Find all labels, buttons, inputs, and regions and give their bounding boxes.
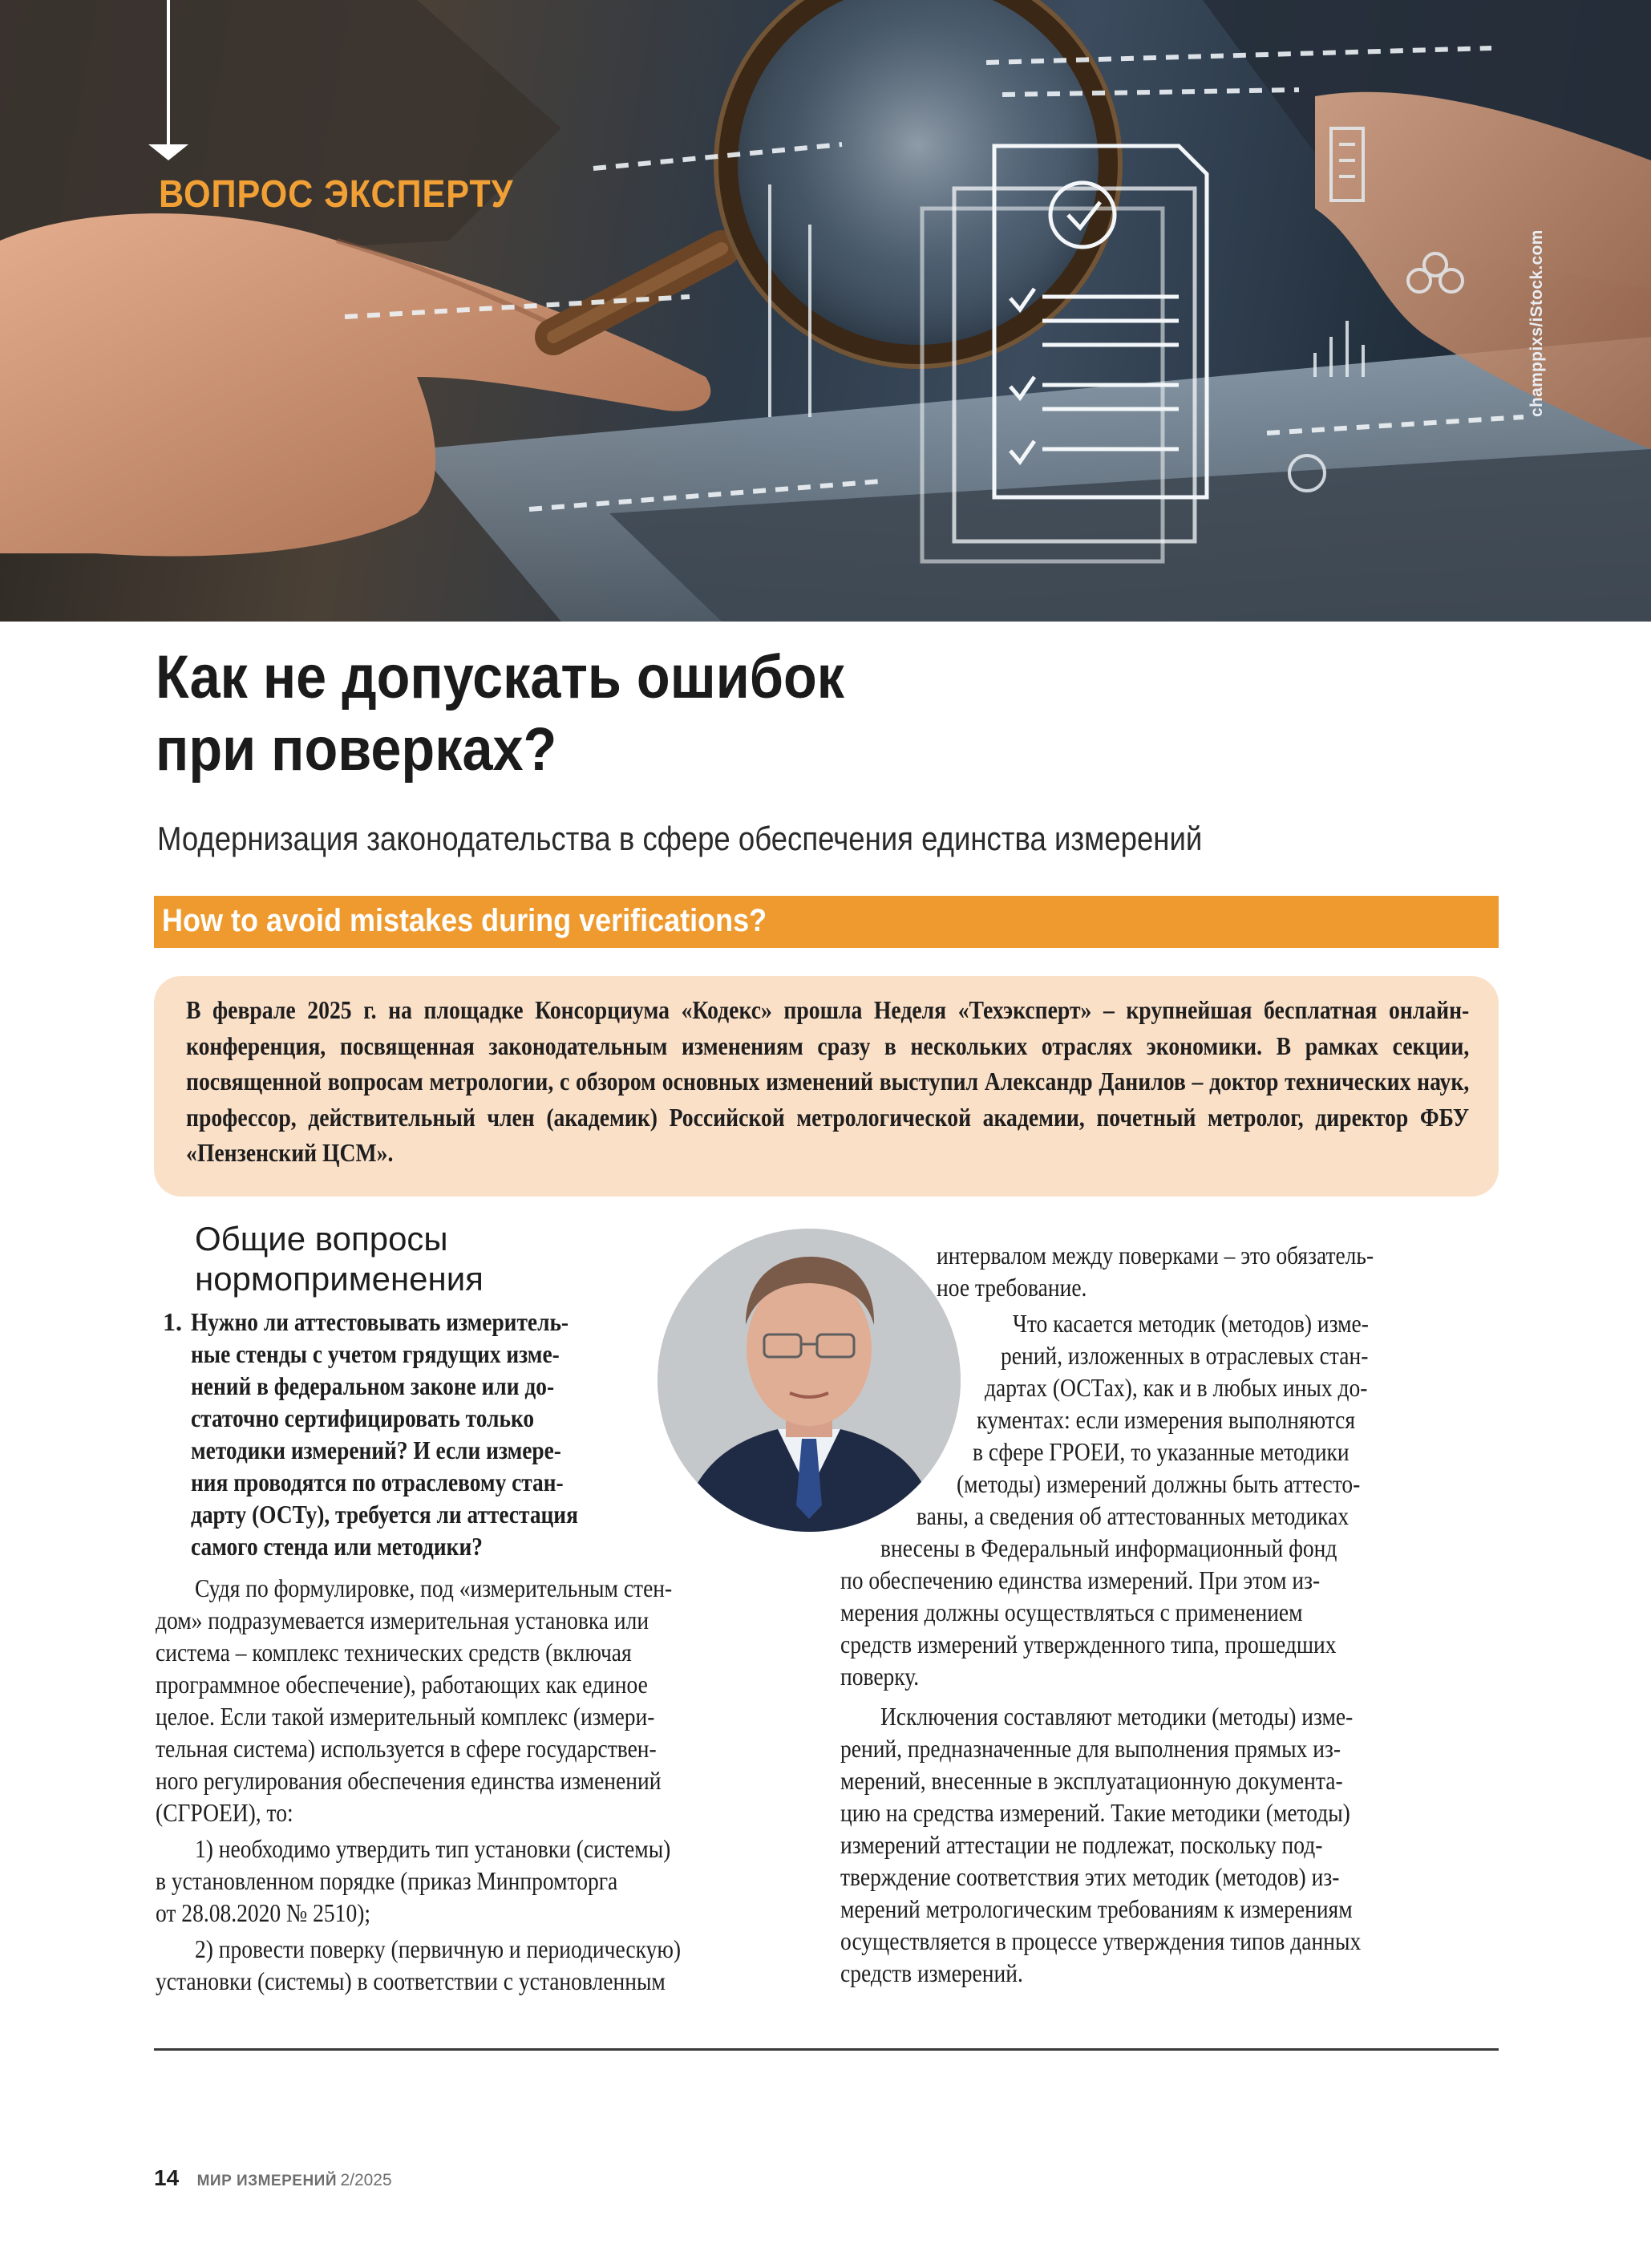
body-line: 1) необходимо утвердить тип установки (системы) (195, 1834, 671, 1863)
lead-text: В феврале 2025 г. на площадке Консорциума «Кодекс» прошла Неделя «Техэксперт» – крупнейшая бесплатная онлайн-конференция, посвященная законодательным изменениям сразу в нескольких отраслях экономики. В рамках секции, посвященной вопросам метрологии, с обзором основных изменений выступил Александр Данилов – доктор технических наук, профессор, действительный член (академик) Российской метрологической академии, почетный метролог, директор ФБУ «Пензенский ЦСМ». (186, 995, 1470, 1167)
hero-image (0, 0, 1651, 622)
question-line: нений в федеральном законе или до- (191, 1371, 555, 1400)
lead-box (154, 976, 1499, 1197)
body-line: мерений, внесенные в эксплуатационную документа- (840, 1766, 1343, 1795)
body-line: рений, предназначенные для выполнения прямых из- (840, 1734, 1341, 1763)
question-line: ния проводятся по отраслевому стан- (191, 1468, 564, 1496)
body-line: ного регулирования обеспечения единства изменений (156, 1766, 662, 1795)
english-title: How to avoid mistakes during verifications? (162, 903, 767, 938)
body-line: установки (системы) в соответствии с установленным (156, 1966, 666, 1995)
magazine-name: МИР ИЗМЕРЕНИЙ (196, 2173, 337, 2189)
expert-photo (658, 1229, 961, 1532)
article-title-line: Как не допускать ошибок (156, 643, 845, 711)
body-line: тельная система) используется в сфере государствен- (156, 1734, 657, 1763)
body-line: тверждение соответствия этих методик (методов) из- (840, 1862, 1340, 1891)
body-line: в установленном порядке (приказ Минпромторга (156, 1866, 618, 1895)
question-number: 1. (163, 1307, 182, 1336)
body-line: средств измерений утвержденного типа, прошедших (840, 1630, 1337, 1658)
body-line: цию на средства измерений. Такие методики (методы) (840, 1798, 1350, 1827)
hero-illustration (0, 0, 1651, 622)
question-line: статочно сертифицировать только (191, 1403, 535, 1432)
body-line: 2) провести поверку (первичную и периодическую) (195, 1934, 682, 1963)
body-line: интервалом между поверками – это обязатель- (937, 1241, 1374, 1270)
article-subtitle: Модернизация законодательства в сфере обеспечения единства измерений (157, 820, 1203, 857)
section-heading-line: Общие вопросы (195, 1220, 448, 1258)
issue-number: 2/2025 (340, 2171, 392, 2189)
body-line: мерения должны осуществляться с применением (840, 1598, 1303, 1626)
body-line: Судя по формулировке, под «измерительным стен- (195, 1573, 673, 1602)
body-line: осуществляется в процессе утверждения типов данных (840, 1926, 1362, 1955)
body-line: целое. Если такой измерительный комплекс (измери- (156, 1702, 655, 1731)
body-line: рений, изложенных в отраслевых стан- (1001, 1341, 1369, 1370)
body-line: средств измерений. (840, 1958, 1023, 1987)
expert-portrait (658, 1229, 961, 1532)
body-line: измерений аттестации не подлежат, поскольку под- (840, 1830, 1323, 1859)
body-line: Исключения составляют методики (методы) изме- (880, 1702, 1354, 1731)
section-label: ВОПРОС ЭКСПЕРТУ (159, 173, 514, 216)
body-line: кументах: если измерения выполняются (977, 1405, 1356, 1434)
english-title-band (154, 896, 1499, 948)
photo-credit: champpixs/iStock.com (1528, 229, 1546, 417)
section-heading-line: нормоприменения (195, 1260, 484, 1298)
question-line: самого стенда или методики? (191, 1532, 483, 1561)
section-heading (195, 1219, 484, 1299)
body-line: программное обеспечение), работающих как единое (156, 1670, 648, 1699)
footer-divider (154, 2048, 1499, 2051)
body-line: мерений метрологическим требованиям к измерениям (840, 1894, 1353, 1923)
body-line: ваны, а сведения об аттестованных методиках (917, 1501, 1350, 1530)
body-line: по обеспечению единства измерений. При этом из- (840, 1565, 1321, 1594)
question-line: Нужно ли аттестовывать измеритель- (191, 1307, 569, 1336)
page-footer (154, 2165, 392, 2191)
body-line: Что касается методик (методов) изме- (1013, 1309, 1369, 1338)
question-line: ные стенды с учетом грядущих изме- (191, 1339, 560, 1368)
body-line: система – комплекс технических средств (включая (156, 1638, 632, 1667)
question-line: методики измерений? И если измере- (191, 1436, 561, 1464)
body-line: (СГРОЕИ), то: (156, 1798, 293, 1827)
page-number: 14 (154, 2165, 180, 2190)
body-line: дом» подразумевается измерительная установка или (156, 1606, 649, 1634)
body-line: внесены в Федеральный информационный фонд (880, 1533, 1337, 1562)
article-title-line: при поверках? (156, 715, 557, 784)
question-line: дарту (ОСТу), требуется ли аттестация (191, 1500, 578, 1529)
body-line: от 28.08.2020 № 2510); (156, 1898, 371, 1927)
article-title (156, 642, 1238, 786)
body-line: (методы) измерений должны быть аттесто- (957, 1469, 1361, 1498)
body-line: поверку. (840, 1662, 920, 1691)
body-line: дартах (ОСТах), как и в любых иных до- (985, 1373, 1368, 1402)
body-line: в сфере ГРОЕИ, то указанные методики (973, 1437, 1350, 1466)
body-line: ное требование. (937, 1273, 1087, 1302)
